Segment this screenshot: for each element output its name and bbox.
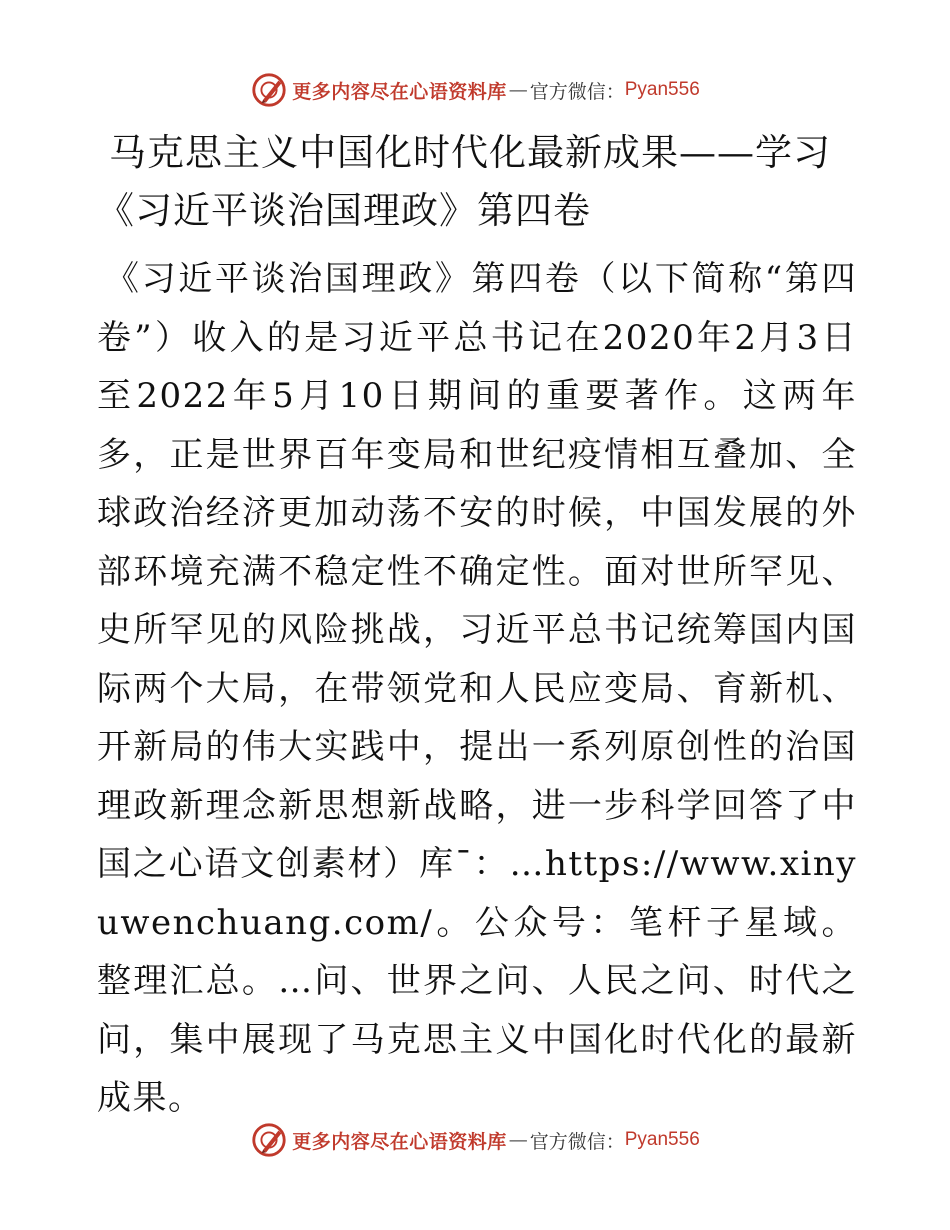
- document-paragraph: 《习近平谈治国理政》第四卷（以下简称“第四卷”）收入的是习近平总书记在2020年2月3日至2022年5月10日期间的重要著作。这两年多，正是世界百年变局和世纪疫情相互叠加、全球政治经济更加动荡不安的时候，中国发展的外部环境充满不稳定性不确定性。面对世所罕见、史所罕见的风险挑战，习近平总书记统筹国内国际两个大局，在带领党和人民应变局、育新机、开新局的伟大实践中，提出一系列原创性的治国理政新理念新思想新战略，进一步科学回答了中国之心语文创素材）库¯：…https://www.xinyuwenchuang.com/。公众号：笔杆子星域。整理汇总。…问、世界之问、人民之问、时代之问，集中展现了马克思主义中国化时代化的最新成果。: [97, 259, 857, 1118]
- banner-brand-text: 更多内容尽在心语资料库: [292, 80, 507, 103]
- banner-brand-text: 更多内容尽在心语资料库: [292, 1130, 507, 1153]
- banner-wechat-label: 官方微信：: [529, 1130, 625, 1153]
- banner-separator: —: [508, 1129, 528, 1151]
- banner-wechat-label: 官方微信：: [529, 80, 625, 103]
- footer-watermark-banner: [0, 1120, 950, 1160]
- document-title: 马克思主义中国化时代化最新成果——学习《习近平谈治国理政》第四卷: [97, 131, 831, 232]
- banner-wechat-account: Pyan556: [624, 79, 700, 100]
- banner-separator: —: [508, 79, 528, 101]
- pen-logo-icon: [250, 1121, 288, 1159]
- banner-wechat-account: Pyan556: [624, 1129, 700, 1150]
- pen-logo-icon: [250, 71, 288, 109]
- header-watermark-banner: [0, 70, 950, 110]
